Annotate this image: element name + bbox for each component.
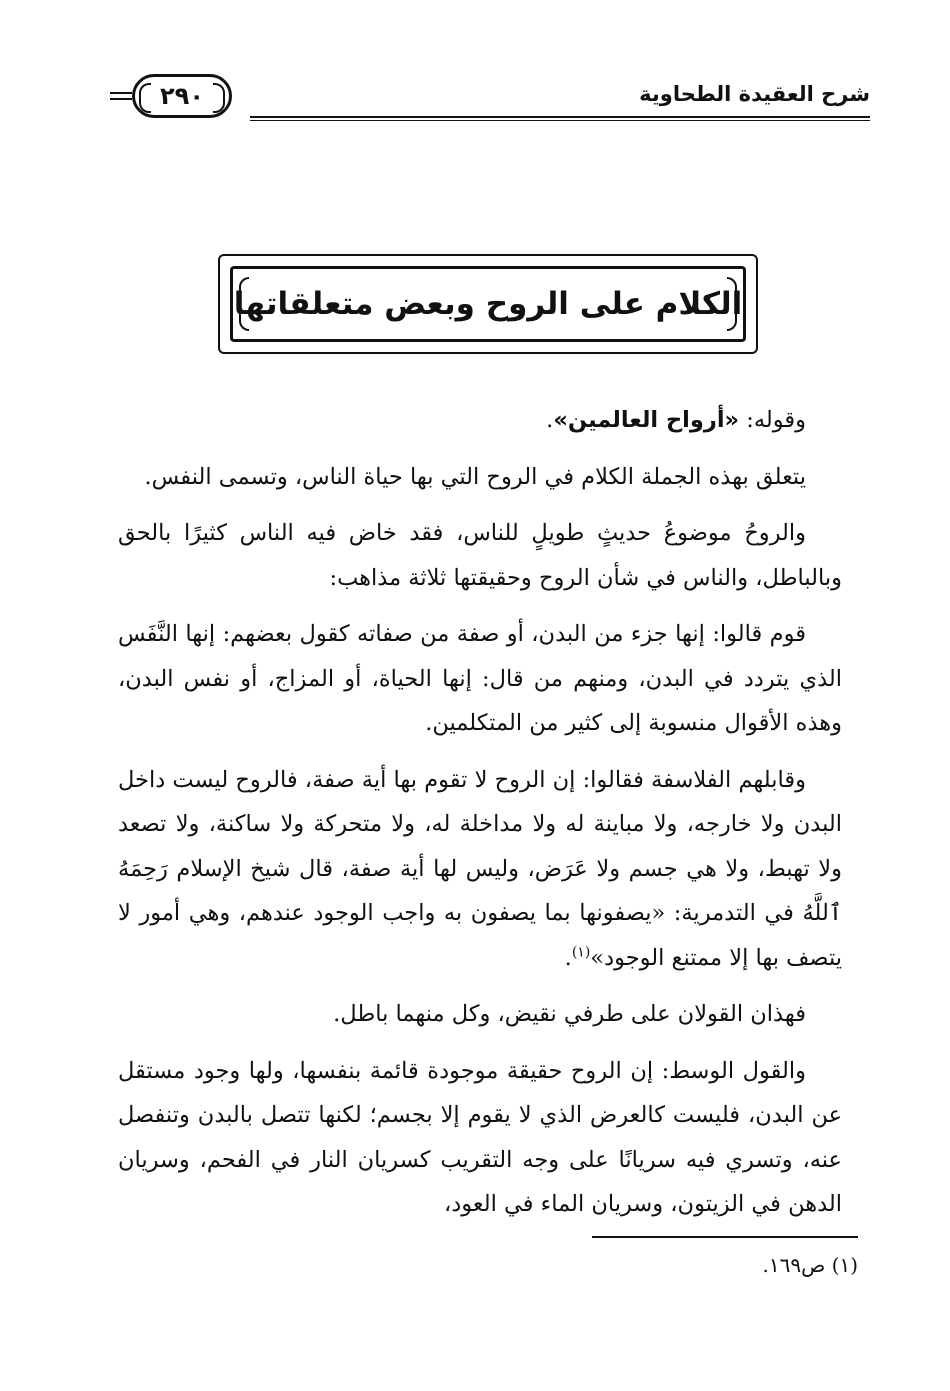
body-text (118, 398, 842, 1239)
header-ornament-line (110, 92, 132, 94)
text-run: فهذان القولان على طرفي نقيض، وكل منهما باطل. (333, 1001, 806, 1027)
paragraph (118, 612, 842, 746)
page-number: ٢٩٠ (132, 74, 232, 118)
text-run: يتعلق بهذه الجملة الكلام في الروح التي بها حياة الناس، وتسمى النفس. (144, 463, 806, 490)
header-rule-thin (250, 120, 870, 121)
text-run: . (564, 944, 572, 971)
header-ornament-line (110, 98, 132, 100)
footnote: (١) ص١٦٩. (762, 1253, 858, 1277)
text-run: والروحُ موضوعُ حديثٍ طويلٍ للناس، فقد خاض فيه الناس كثيرًا بالحق وبالباطل، والناس في شأن الروح وحقيقتها ثلاثة مذاهب: (118, 520, 842, 591)
paragraph (118, 758, 842, 981)
paragraph (118, 511, 842, 600)
paragraph (118, 455, 842, 500)
paragraph (118, 992, 842, 1037)
text-run: والقول الوسط: إن الروح حقيقة موجودة قائمة بنفسها، ولها وجود مستقل عن البدن، فليست كالعرض الذي لا يقوم إلا بجسم؛ لكنها تتصل بالبدن وتنفصل عنه، وتسري فيه سريانًا على وجه التقريب كسريان النار في الفحم، وسريان الدهن في الزيتون، وسريان الماء في العود، (118, 1057, 842, 1217)
paragraph (118, 1049, 842, 1227)
chapter-title-frame (218, 254, 758, 354)
footnote-marker[interactable]: (١) (571, 944, 591, 960)
header-rule (250, 116, 870, 118)
text-run: قوم قالوا: إنها جزء من البدن، أو صفة من صفاته كقول بعضهم: إنها النَّفَس الذي يتردد في البدن، ومنهم من قال: إنها الحياة، أو المزاج، أو نفس البدن، وهذه الأقوال منسوبة إلى كثير من المتكلمين. (118, 621, 842, 736)
text-run: «أرواح العالمين» (553, 407, 740, 433)
running-title: شرح العقيدة الطحاوية (639, 82, 870, 106)
running-header (110, 72, 870, 128)
footnote-rule (592, 1236, 858, 1238)
text-run: وقوله: (739, 407, 806, 433)
chapter-title-inner-frame (230, 266, 746, 342)
paragraph (118, 398, 842, 443)
chapter-title: الكلام على الروح وبعض متعلقاتها (233, 286, 743, 322)
text-run: . (546, 407, 554, 433)
text-run: وقابلهم الفلاسفة فقالوا: إن الروح لا تقوم بها أية صفة، فالروح ليست داخل البدن ولا خارجه، ولا مباينة له ولا مداخلة له، ولا متحركة ولا ساكنة، ولا تصعد ولا تهبط، ولا هي جسم ولا عَرَض، وليس لها أية صفة، قال شيخ الإسلام رَحِمَهُ ٱللَّهُ في التدمرية: «يصفونها بما يصفون به واجب الوجود عندهم، وهي أمور لا يتصف بها إلا ممتنع الوجود» (118, 766, 842, 971)
